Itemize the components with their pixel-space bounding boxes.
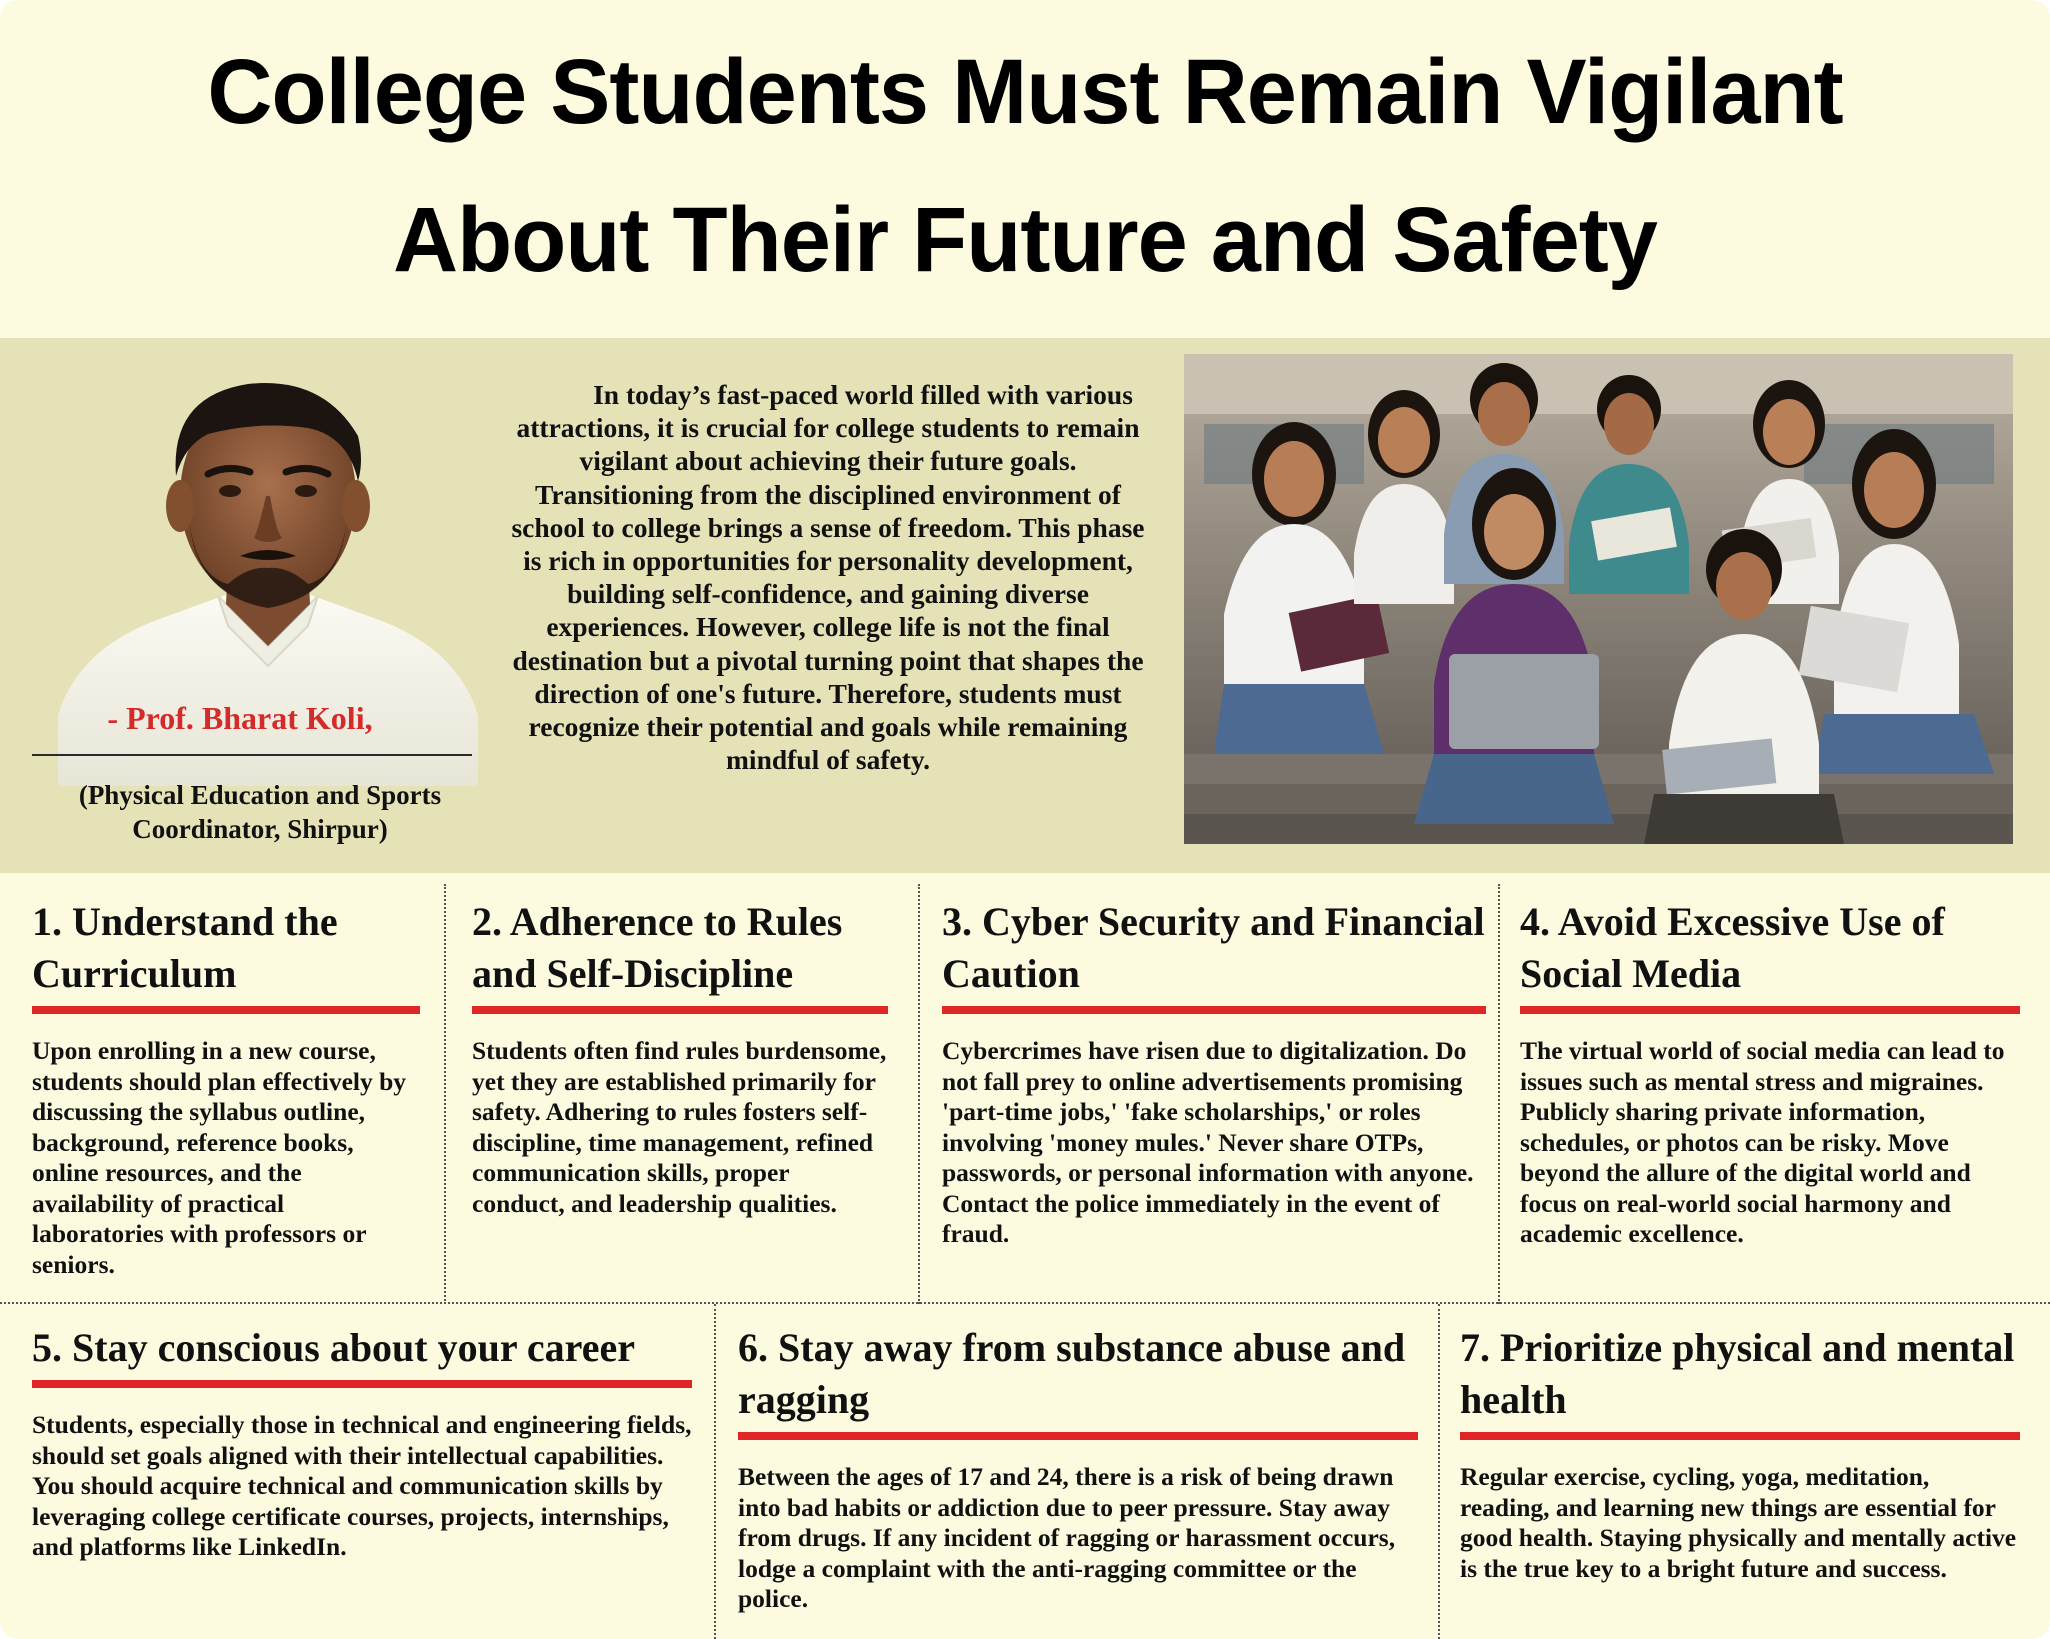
tip-1-underline xyxy=(32,1006,420,1014)
tip-7-body: Regular exercise, cycling, yoga, meditation, reading, and learning new things are essential for good health. Staying physically and mentally active is the true key to a bright future and success. xyxy=(1460,1462,2017,1583)
intro-band xyxy=(0,338,2050,873)
author-name: - Prof. Bharat Koli, xyxy=(107,700,373,736)
tip-3-title: 3. Cyber Security and Financial Caution xyxy=(942,899,1485,996)
tip-5-underline xyxy=(32,1380,692,1388)
tip-2-title: 2. Adherence to Rules and Self-Discipline xyxy=(472,899,843,996)
tip-3 xyxy=(942,896,1486,1250)
divider-v1 xyxy=(444,884,446,1304)
tip-4-body: The virtual world of social media can lead to issues such as mental stress and migraines. Publicly sharing private information, schedules, or photos can be risky. Move beyond the allure of the digital world and focus on real-world social harmony and academic excellence. xyxy=(1520,1036,2005,1248)
tip-6-body: Between the ages of 17 and 24, there is a risk of being drawn into bad habits or addiction due to peer pressure. Stay away from drugs. If any incident of ragging or harassment occurs, lodge a complaint with the anti-ragging committee or the police. xyxy=(738,1462,1396,1613)
tip-4 xyxy=(1520,896,2020,1250)
tip-4-title: 4. Avoid Excessive Use of Social Media xyxy=(1520,899,1945,996)
tip-1-title: 1. Understand the Curriculum xyxy=(32,899,338,996)
headline-line-1: College Students Must Remain Vigilant xyxy=(207,41,1843,143)
divider-v4 xyxy=(714,1304,716,1639)
tip-5 xyxy=(32,1322,692,1563)
divider-v3 xyxy=(1498,884,1500,1304)
divider-h xyxy=(0,1302,2050,1304)
tip-6-title: 6. Stay away from substance abuse and ragging xyxy=(738,1325,1406,1422)
tip-1 xyxy=(32,896,420,1280)
tip-2-body: Students often find rules burdensome, yet they are established primarily for safety. Adhering to rules fosters self-discipline, time management, refined communication skills, proper conduct, and leadership qualities. xyxy=(472,1036,887,1218)
tip-5-title: 5. Stay conscious about your career xyxy=(32,1325,635,1370)
tip-7-underline xyxy=(1460,1432,2020,1440)
tip-5-body: Students, especially those in technical and engineering fields, should set goals aligned with their intellectual capabilities. You should acquire technical and communication skills by leveraging college certificate courses, projects, internships, and platforms like LinkedIn. xyxy=(32,1410,692,1561)
tip-4-underline xyxy=(1520,1006,2020,1014)
tip-2-underline xyxy=(472,1006,888,1014)
tip-6 xyxy=(738,1322,1418,1615)
tip-7 xyxy=(1460,1322,2020,1584)
headline-title xyxy=(21,18,2030,314)
tip-6-underline xyxy=(738,1432,1418,1440)
tip-1-body: Upon enrolling in a new course, students should plan effectively by discussing the syllabus outline, background, reference books, online resources, and the availability of practical laboratories with professors or seniors. xyxy=(32,1036,407,1279)
divider-v2 xyxy=(918,884,920,1304)
tip-3-underline xyxy=(942,1006,1486,1014)
intro-paragraph: In today’s fast-paced world filled with various attractions, it is crucial for college students to remain vigilant about achieving their future goals. Transitioning from the disciplined environment of school to college brings a sense of freedom. This phase is rich in opportunities for personality development, building self-confidence, and gaining diverse experiences. However, college life is not the final destination but a pivotal turning point that shapes the direction of one's future. Therefore, students must recognize their potential and goals while remaining mindful of safety. xyxy=(511,379,1145,776)
tip-2 xyxy=(472,896,888,1219)
tip-3-body: Cybercrimes have risen due to digitalization. Do not fall prey to online advertisements promising 'part-time jobs,' 'fake scholarships,' or roles involving 'money mules.' Never share OTPs, passwords, or personal information with anyone. Contact the police immediately in the event of fraud. xyxy=(942,1036,1474,1248)
author-role: (Physical Education and Sports Coordinator, Shirpur) xyxy=(78,780,442,844)
students-photo xyxy=(1184,354,2013,844)
headline xyxy=(0,18,2050,328)
tip-7-title: 7. Prioritize physical and mental health xyxy=(1460,1325,2015,1422)
divider-v5 xyxy=(1438,1304,1440,1639)
author-divider xyxy=(32,754,472,756)
headline-line-2: About Their Future and Safety xyxy=(393,189,1657,291)
